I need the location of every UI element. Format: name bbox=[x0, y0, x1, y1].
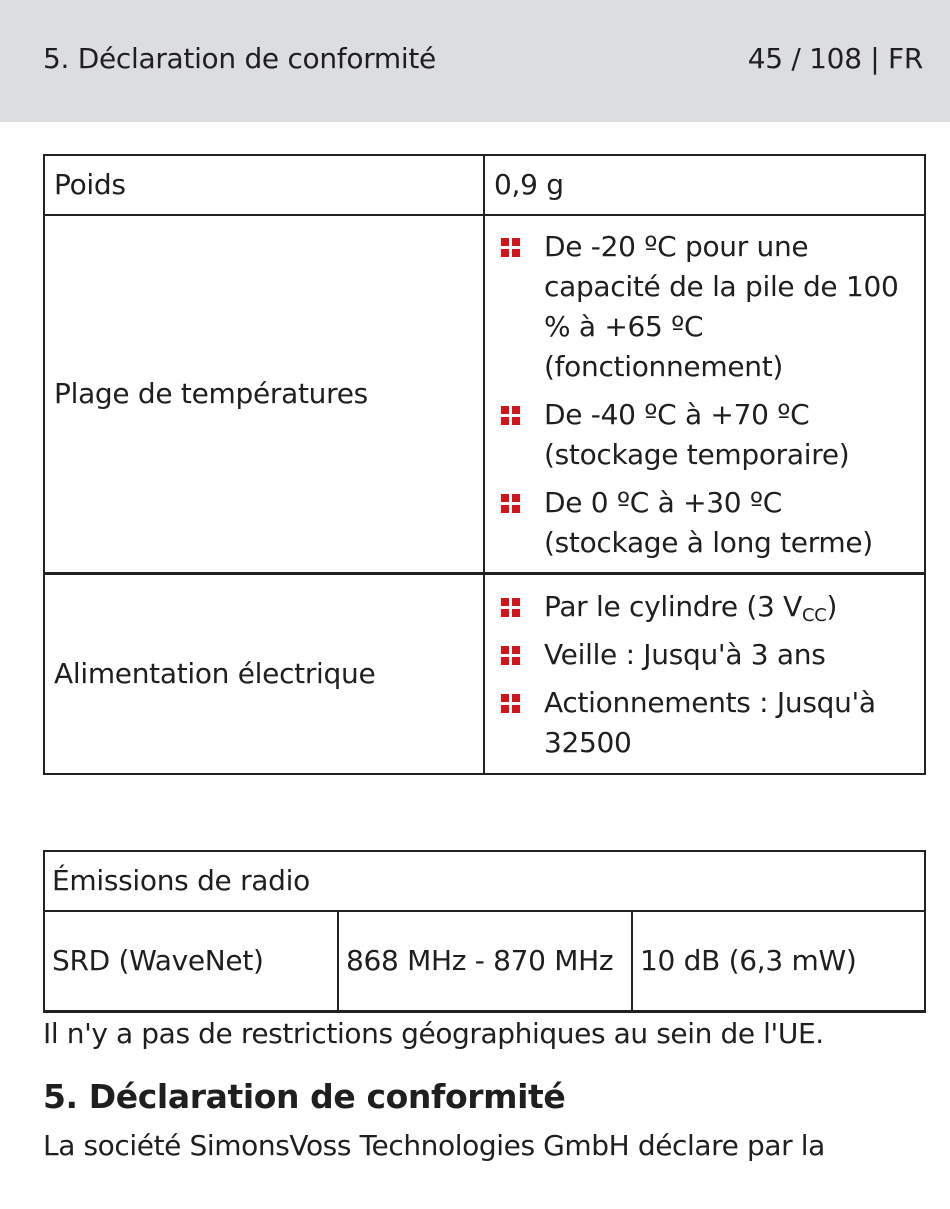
specifications-table bbox=[43, 154, 926, 775]
power-supply-value bbox=[484, 574, 925, 775]
radio-frequency-cell: 868 MHz - 870 MHz bbox=[338, 911, 632, 1012]
table-row bbox=[44, 155, 925, 215]
list-item bbox=[494, 227, 915, 387]
header-section-title: 5. Déclaration de conformité bbox=[43, 42, 436, 75]
power-supply-label: Alimentation électrique bbox=[44, 574, 484, 775]
section-heading: 5. Déclaration de conformité bbox=[43, 1077, 566, 1116]
red-square-bullet-icon bbox=[501, 238, 521, 258]
power-item-cylinder bbox=[544, 590, 838, 626]
geographic-restriction-note: Il n'y a pas de restrictions géographiques au sein de l'UE. bbox=[43, 1017, 824, 1050]
weight-value: 0,9 g bbox=[484, 155, 925, 215]
red-square-bullet-icon bbox=[501, 646, 521, 666]
radio-power-cell: 10 dB (6,3 mW) bbox=[632, 911, 925, 1012]
header-page-number: 45 / 108 | FR bbox=[747, 42, 923, 75]
red-square-bullet-icon bbox=[501, 598, 521, 618]
radio-emissions-table bbox=[43, 850, 926, 1013]
list-item bbox=[494, 395, 915, 475]
radio-protocol-cell: SRD (WaveNet) bbox=[44, 911, 338, 1012]
list-item bbox=[494, 587, 915, 627]
radio-emissions-heading: Émissions de radio bbox=[44, 851, 925, 911]
power-item-actuations: Actionnements : Jusqu'à 32500 bbox=[544, 686, 876, 759]
list-item bbox=[494, 635, 915, 675]
list-item bbox=[494, 483, 915, 563]
temperature-list bbox=[494, 227, 915, 563]
weight-label: Poids bbox=[44, 155, 484, 215]
power-supply-list bbox=[494, 587, 915, 763]
red-square-bullet-icon bbox=[501, 406, 521, 426]
table-row bbox=[44, 215, 925, 574]
power-item-standby: Veille : Jusqu'à 3 ans bbox=[544, 638, 826, 671]
red-square-bullet-icon bbox=[501, 694, 521, 714]
table-row bbox=[44, 911, 925, 1012]
table-row bbox=[44, 574, 925, 775]
red-square-bullet-icon bbox=[501, 494, 521, 514]
page-header bbox=[0, 0, 950, 122]
power-item-cylinder-text: Par le cylindre (3 V bbox=[544, 590, 802, 623]
paragraph-text: La société SimonsVoss Technologies GmbH déclare par la bbox=[43, 1129, 825, 1162]
temperature-item-long-term-storage: De 0 ºC à +30 ºC (stockage à long terme) bbox=[544, 486, 873, 559]
power-item-cylinder-subscript: CC bbox=[801, 605, 827, 626]
temperature-value bbox=[484, 215, 925, 574]
power-item-cylinder-close: ) bbox=[826, 590, 838, 623]
temperature-item-temporary-storage: De -40 ºC à +70 ºC (stockage temporaire) bbox=[544, 398, 850, 471]
temperature-label: Plage de températures bbox=[44, 215, 484, 574]
list-item bbox=[494, 683, 915, 763]
table-header-row bbox=[44, 851, 925, 911]
temperature-item-operating: De -20 ºC pour une capacité de la pile de 100 % à +65 ºC (fonctionnement) bbox=[544, 230, 899, 383]
